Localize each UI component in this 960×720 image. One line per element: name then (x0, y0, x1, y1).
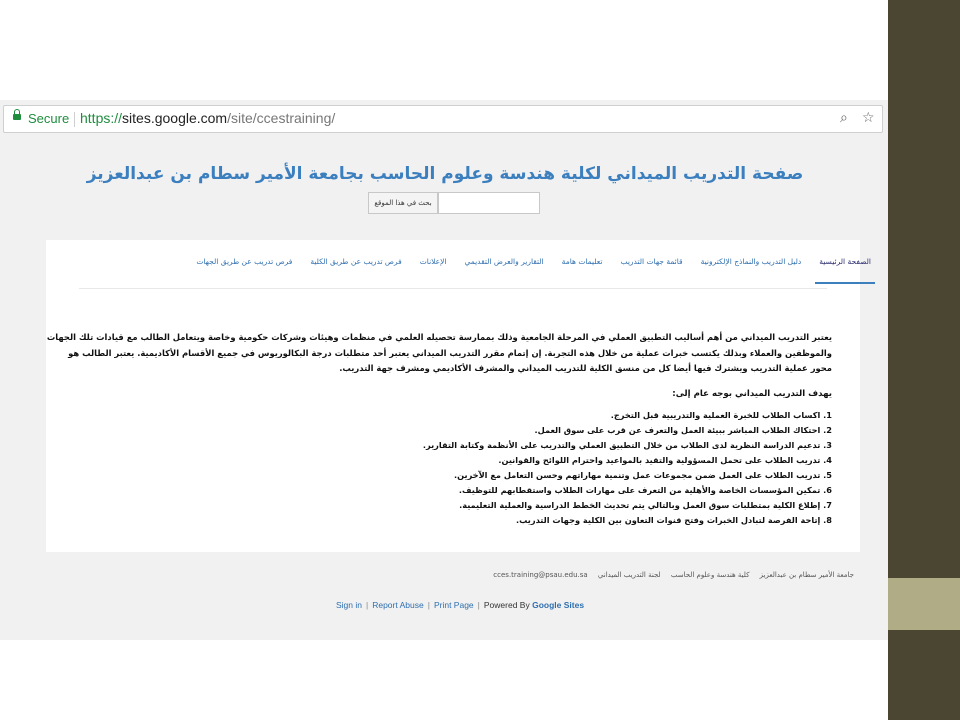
link-divider: | (427, 600, 430, 610)
nav-announcements[interactable]: الإعلانات (419, 257, 447, 266)
list-item: 3. تدعيم الدراسة النظرية لدى الطلاب من خلال التطبيق العملي والتدريب على الأنظمة وكتابة التقارير. (422, 439, 832, 450)
site-title[interactable]: صفحة التدريب الميداني لكلية هندسة وعلوم الحاسب بجامعة الأمير سطام بن عبدالعزيز (86, 164, 804, 184)
list-item: 4. تدريب الطلاب على تحمل المسؤولية والتقيد بالمواعيد واحترام اللوائح والقوانين. (498, 454, 832, 465)
list-item: 5. تدريب الطلاب على العمل ضمن مجموعات عمل وتنمية مهاراتهم وحسن التعامل مع الآخرين. (454, 469, 832, 480)
star-icon[interactable]: ☆ (862, 110, 875, 126)
footer-committee: لجنة التدريب الميداني (597, 571, 661, 579)
report-abuse-link[interactable]: Report Abuse (372, 600, 424, 610)
powered-by-label: Powered By (483, 600, 530, 610)
search-input[interactable] (438, 192, 540, 214)
footer-email[interactable]: cces.training@psau.edu.sa (493, 571, 588, 579)
nav-home[interactable]: الصفحة الرئيسية (815, 256, 875, 284)
link-divider: | (366, 600, 369, 610)
list-item: 6. تمكين المؤسسات الخاصة والأهلية من التعرف على مهارات الطلاب واستقطابهم للتوظيف. (458, 484, 832, 495)
google-sites-link[interactable]: Google Sites (532, 600, 585, 610)
nav-college-opportunities[interactable]: فرص تدريب عن طريق الكلية (310, 257, 402, 266)
footer-info (60, 571, 854, 579)
nav-provider-opportunities[interactable]: فرص تدريب عن طريق الجهات (196, 257, 293, 266)
decorative-bar-middle (888, 578, 960, 630)
url-host: sites.google.com (122, 110, 228, 126)
url-path: /site/ccestraining/ (227, 110, 336, 126)
url-text[interactable] (80, 110, 335, 126)
address-separator (74, 112, 75, 127)
navigation-bar (141, 256, 875, 284)
footer-university: جامعة الأمير سطام بن عبدالعزيز (759, 571, 854, 579)
list-item: 7. إطلاع الكلية بمتطلبات سوق العمل وبالتالي يتم تحديث الخطط الدراسية والعملية التعليمية. (459, 499, 832, 510)
search-button[interactable]: بحث في هذا الموقع (368, 192, 438, 214)
sign-in-link[interactable]: Sign in (336, 600, 362, 610)
page-body (46, 330, 832, 528)
decorative-bar-bottom (888, 630, 960, 720)
url-protocol: https:// (80, 110, 123, 126)
print-page-link[interactable]: Print Page (433, 600, 474, 610)
content-card (46, 240, 871, 552)
decorative-bar-top (888, 0, 960, 578)
nav-reports[interactable]: التقارير والعرض التقديمي (464, 257, 544, 266)
goals-heading: يهدف التدريب الميداني بوجه عام إلى: (672, 388, 832, 399)
footer-links (336, 600, 584, 610)
lock-icon (13, 114, 21, 120)
footer-college: كلية هندسة وعلوم الحاسب (670, 571, 750, 579)
browser-screenshot (0, 100, 888, 640)
nav-instructions[interactable]: تعليمات هامة (561, 257, 603, 266)
secure-label: Secure (28, 111, 70, 126)
link-divider: | (477, 600, 480, 610)
intro-paragraph: يعتبر التدريب الميداني من أهم أساليب التطبيق العملي في المرحلة الجامعية وذلك بممارسة تحصيله العلمي في منظمات وهيئات وشركات حكومية وخاصة ويتعامل الطالب مع قيادات تلك الجهات والموظفين والعملاء وبذلك يكتسب خبرات عملية من خلال هذه التجربة. إن إتمام مقرر التدريب الميداني يعتبر أحد متطلبات درجة البكالوريوس في جميع الأقسام الأكاديمية. يعتبر الطالب هو محور عملية التدريب ويشترك فيها أيضا كل من منسق الكلية للتدريب الميداني والمشرف الأكاديمي ومشرف جهة التدريب. (46, 332, 832, 373)
list-item: 8. إتاحة الفرصة لتبادل الخبرات وفتح قنوات التعاون بين الكلية وجهات التدريب. (516, 514, 832, 525)
list-item: 2. احتكاك الطلاب المباشر ببيئة العمل والتعرف عن قرب على سوق العمل. (534, 424, 832, 435)
list-item: 1. اكساب الطلاب للخبرة العملية والتدريبية قبل التخرج. (610, 409, 832, 420)
nav-divider (79, 288, 827, 289)
address-bar[interactable] (3, 105, 883, 133)
nav-training-providers[interactable]: قائمة جهات التدريب (620, 257, 683, 266)
goals-list (46, 408, 832, 528)
nav-training-guide[interactable]: دليل التدريب والنماذج الإلكترونية (700, 257, 802, 266)
search-icon[interactable]: ⌕ (840, 110, 848, 126)
